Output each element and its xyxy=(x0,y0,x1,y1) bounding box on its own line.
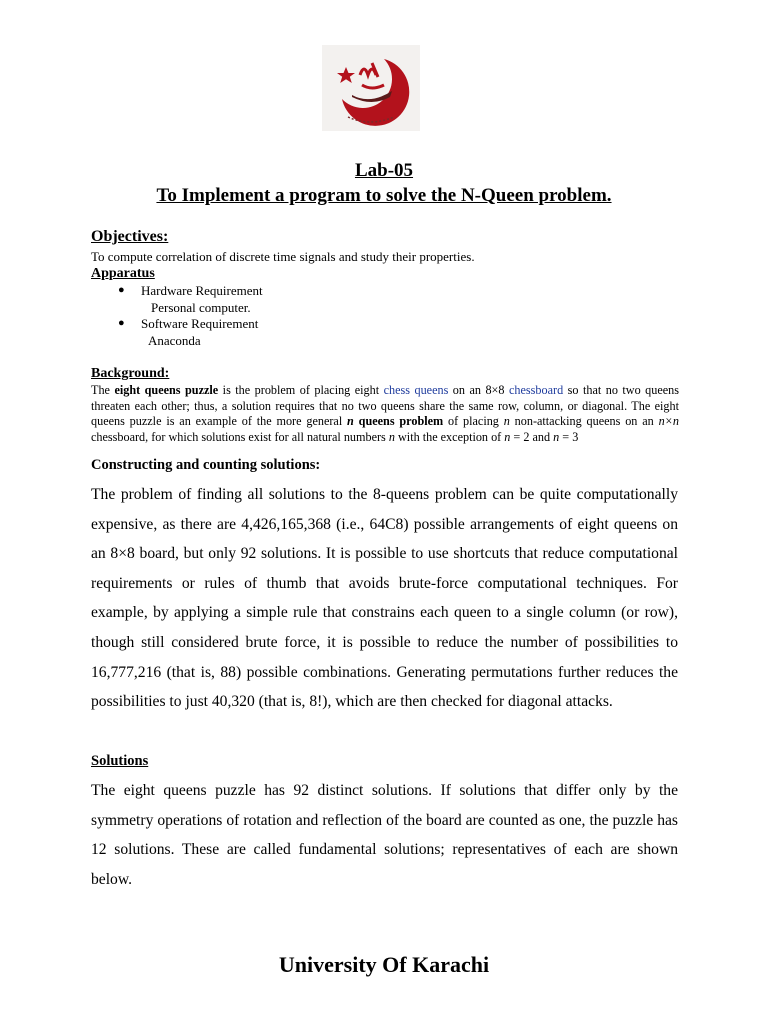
apparatus-item-label: Software Requirement xyxy=(141,316,259,331)
bold-italic-term: n xyxy=(347,414,354,428)
bold-term: queens problem xyxy=(353,414,444,428)
apparatus-list xyxy=(91,283,491,349)
footer-university-name: University Of Karachi xyxy=(278,952,490,977)
objectives-text: To compute correlation of discrete time signals and study their properties. xyxy=(91,249,475,264)
italic-term: n xyxy=(504,429,511,444)
text-run: so that no two queens threaten each other; thus, a solution requires that no two queens share the same row, column, or diagonal. The eight queens puzzle is an example of the more general xyxy=(91,383,679,428)
italic-term: n xyxy=(388,429,395,444)
text-run: of placing xyxy=(443,414,504,428)
solutions-paragraph: The eight queens puzzle has 92 distinct solutions. If solutions that differ only by the symmetry operations of rotation and reflection of the board are counted as one, the puzzle has 12 solutions. These are called fundamental solutions; representatives of each are shown below. xyxy=(91,782,678,888)
apparatus-item-detail-row xyxy=(91,300,491,317)
apparatus-item-label: Hardware Requirement xyxy=(141,283,263,298)
university-logo xyxy=(322,45,420,131)
text-run: on an 8×8 xyxy=(448,383,510,397)
background-paragraph xyxy=(91,383,679,445)
lab-number: Lab-05 xyxy=(354,160,414,181)
bold-term: eight queens puzzle xyxy=(114,383,219,397)
italic-term: n×n xyxy=(658,414,679,428)
background-heading: Background: xyxy=(91,366,170,381)
constructing-paragraph: The problem of finding all solutions to the 8-queens problem can be quite computationally expensive, as there are 4,426,165,368 (i.e., 64C8) possible arrangements of eight queens on an 8×8 board, but only 92 solutions. It is possible to use shortcuts that reduce computational requirements or rules of thumb that avoids brute-force computational techniques. For example, by applying a simple rule that constrains each queen to a single column (or row), though still considered brute force, it is possible to reduce the number of possibilities to 16,777,216 (that is, 88) possible combinations. Generating permutations further reduces the possibilities to just 40,320 (that is, 8!), which are then checked for diagonal attacks. xyxy=(91,486,678,711)
page-title: To Implement a program to solve the N-Queen problem. xyxy=(156,185,612,206)
link-chess-queens[interactable]: chess queens xyxy=(383,383,449,397)
italic-term: n xyxy=(553,429,560,444)
university-emblem-icon xyxy=(322,45,420,131)
italic-term: n xyxy=(503,414,510,428)
constructing-heading: Constructing and counting solutions: xyxy=(91,457,321,473)
apparatus-item-detail: Anaconda xyxy=(148,332,201,348)
apparatus-item xyxy=(91,283,491,300)
apparatus-heading: Apparatus xyxy=(91,266,155,281)
text-run: = 3 xyxy=(559,429,579,444)
bullet-icon: ● xyxy=(118,284,125,296)
apparatus-item-detail: Personal computer. xyxy=(151,299,251,315)
text-run: chessboard, for which solutions exist for all natural numbers xyxy=(91,429,389,444)
bullet-icon: ● xyxy=(118,317,125,329)
solutions-heading: Solutions xyxy=(91,753,149,769)
text-run: with the exception of xyxy=(394,429,505,444)
link-chessboard[interactable]: chessboard xyxy=(509,383,564,397)
text-run: is the problem of placing eight xyxy=(218,383,384,397)
apparatus-item xyxy=(91,316,491,333)
objectives-heading: Objectives: xyxy=(91,228,169,245)
text-run: The xyxy=(91,383,115,397)
text-run: non-attacking queens on an xyxy=(509,414,659,428)
apparatus-item-detail-row xyxy=(91,333,491,350)
text-run: = 2 and xyxy=(510,429,554,444)
